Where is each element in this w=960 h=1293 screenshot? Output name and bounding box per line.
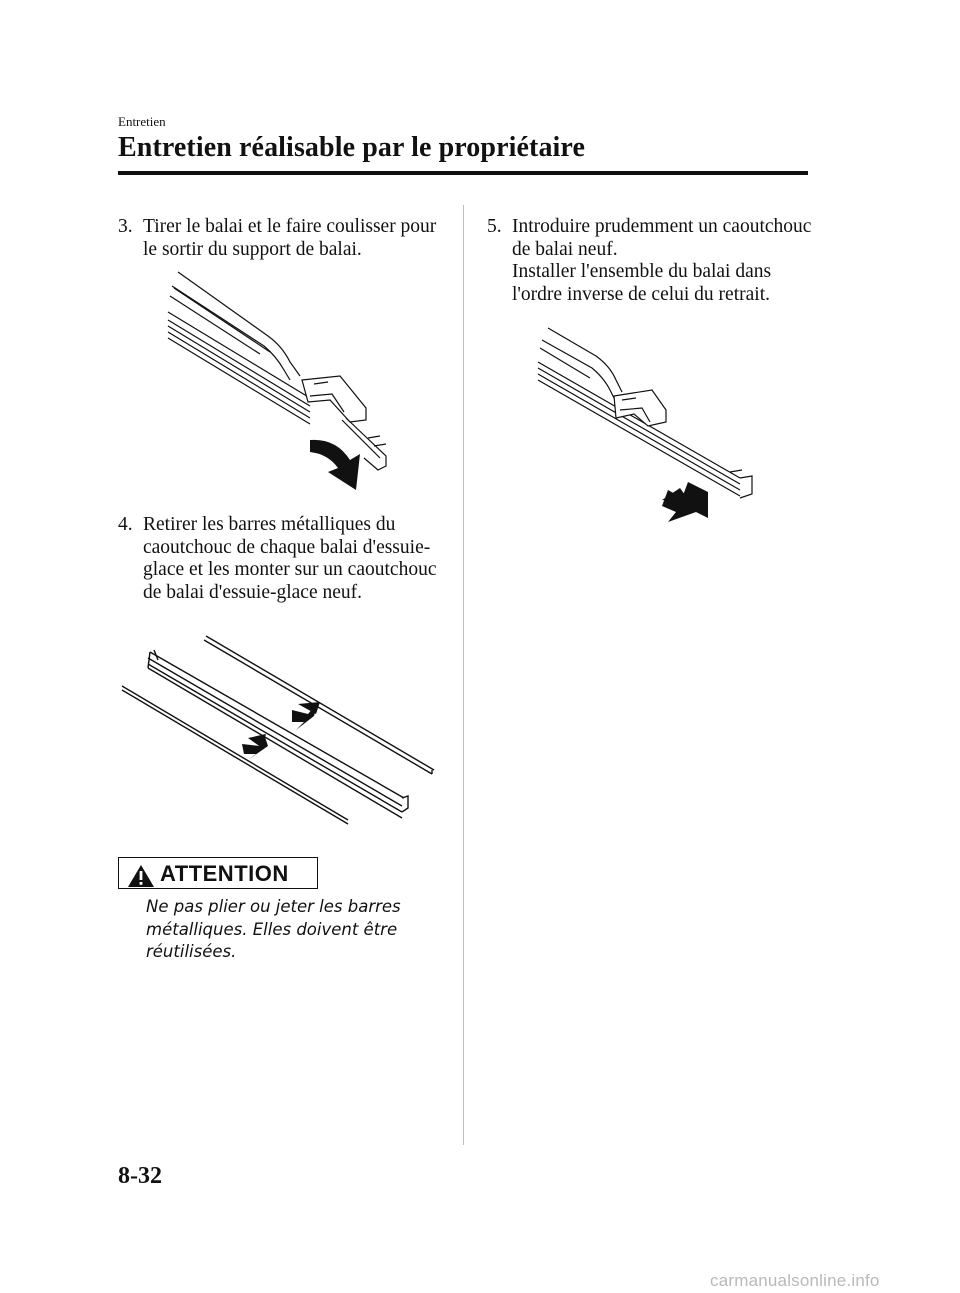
step-text-line: Tirer le balai et le faire coulisser pour	[143, 216, 437, 237]
step-text-line: l'ordre inverse de celui du retrait.	[512, 283, 770, 305]
attention-text	[146, 896, 406, 964]
step-4	[118, 514, 436, 604]
section-label: Entretien	[118, 114, 166, 129]
step-text-line: Retirer les barres métalliques du	[143, 514, 396, 535]
attention-label: ATTENTION	[160, 861, 289, 886]
metal-bars-illustration	[118, 630, 438, 830]
step-number: 5.	[487, 216, 502, 237]
step-text-line: de balai neuf.	[512, 238, 618, 260]
wiper-blade-removal-illustration	[160, 268, 400, 498]
step-number: 4.	[118, 514, 133, 535]
step-text-line: caoutchouc de chaque balai d'essuie-	[143, 536, 431, 558]
attention-text-line: métalliques. Elles doivent être	[146, 919, 398, 939]
step-text-line: Introduire prudemment un caoutchouc	[512, 216, 812, 237]
step-number: 3.	[118, 216, 133, 237]
step-5	[487, 216, 811, 306]
warning-triangle-icon	[127, 864, 155, 888]
step-text-line: glace et les monter sur un caoutchouc	[143, 559, 437, 580]
attention-text-line: réutilisées.	[146, 942, 237, 961]
page-number: 8-32	[118, 1163, 162, 1189]
watermark: carmanualsonline.info	[710, 1271, 880, 1290]
step-text-line: de balai d'essuie-glace neuf.	[143, 581, 362, 603]
attention-text-line: Ne pas plier ou jeter les barres	[146, 897, 401, 916]
wiper-blade-install-illustration	[530, 322, 770, 532]
step-3	[118, 216, 436, 261]
step-text-line: Installer l'ensemble du balai dans	[512, 261, 772, 282]
column-divider	[463, 205, 464, 1145]
page-title: Entretien réalisable par le propriétaire	[118, 132, 585, 163]
step-text-line: le sortir du support de balai.	[143, 238, 362, 260]
title-rule	[118, 171, 808, 175]
